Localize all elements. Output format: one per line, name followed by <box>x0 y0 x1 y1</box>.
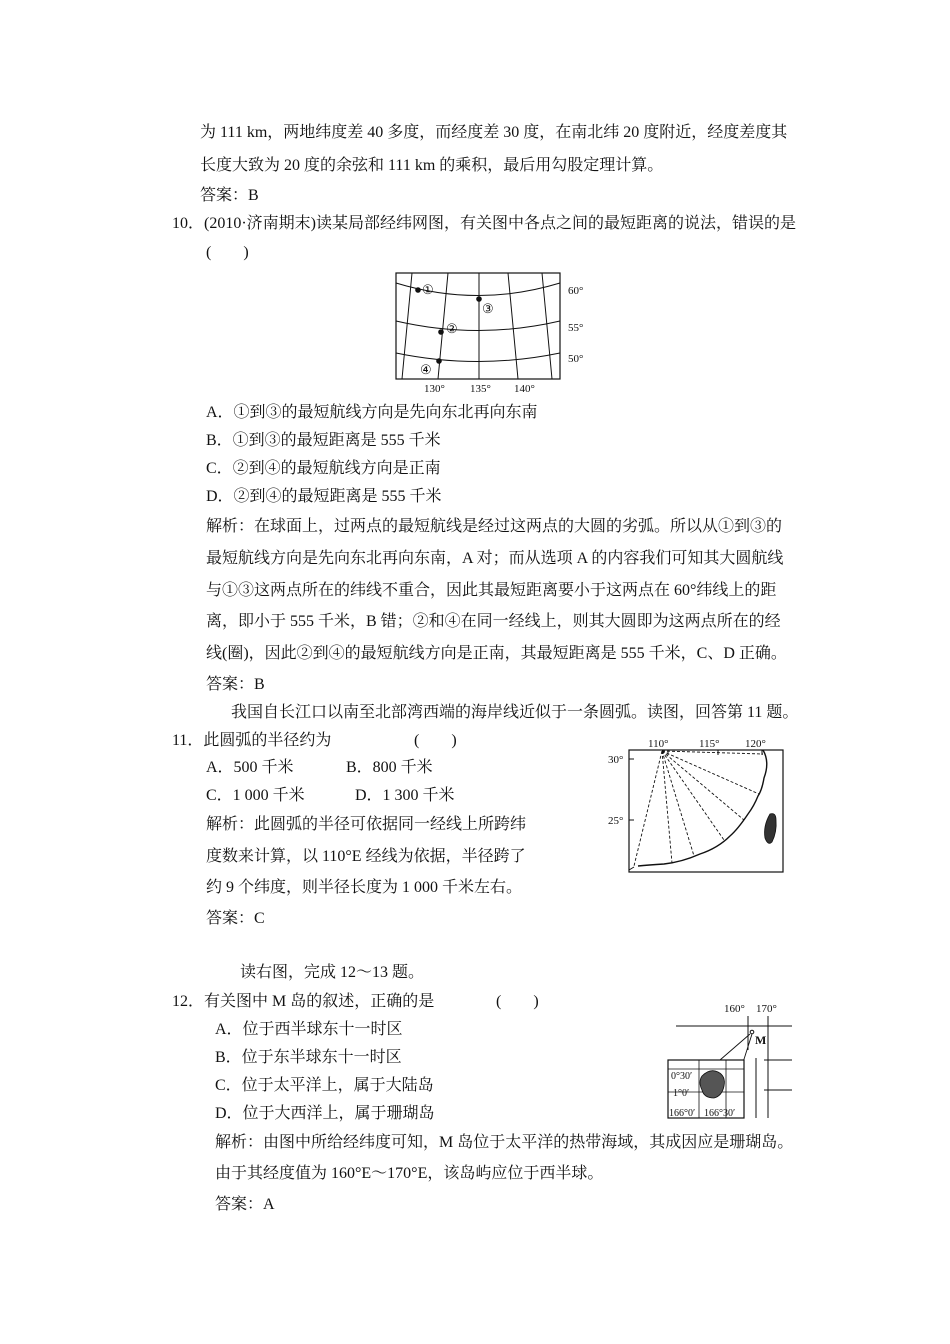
point-3-label: ③ <box>482 301 494 316</box>
option-d: D．位于大西洋上，属于珊瑚岛 <box>215 1105 435 1122</box>
answer: 答案：A <box>215 1196 275 1213</box>
lat-label: 30° <box>608 754 624 766</box>
analysis-line: 解析：在球面上，过两点的最短航线是经过这两点的大圆的劣弧。所以从①到③的 <box>206 518 783 535</box>
lat-label: 25° <box>608 815 624 827</box>
point-1 <box>415 287 421 293</box>
question-stem: 10．(2010·济南期末)读某局部经纬网图，有关图中各点之间的最短距离的说法，错误的是 <box>172 215 796 232</box>
option-c: C．位于太平洋上，属于大陆岛 <box>215 1077 434 1094</box>
island-figure <box>664 998 798 1126</box>
analysis-line: 解析：由图中所给经纬度可知，M 岛位于太平洋的热带海域，其成因应是珊瑚岛。 <box>215 1134 794 1151</box>
answer: 答案：B <box>200 187 259 204</box>
analysis-line: 解析：此圆弧的半径可依据同一经线上所跨纬 <box>206 816 527 833</box>
text-line: 长度大致为 20 度的余弦和 111 km 的乘积，最后用勾股定理计算。 <box>200 157 664 174</box>
island-marker-label: M <box>755 1033 767 1047</box>
lon-label: 115° <box>699 738 720 750</box>
option-d: D．1 300 千米 <box>355 787 455 804</box>
analysis-line: 由于其经度值为 160°E～170°E，该岛屿应位于西半球。 <box>215 1165 604 1182</box>
option-b: B．800 千米 <box>346 759 433 776</box>
answer-paren: ( ) <box>206 244 249 261</box>
option-a: A．①到③的最短航线方向是先向东北再向东南 <box>206 404 538 421</box>
inset-lon-label: 166°0′ <box>669 1108 696 1119</box>
lat-label: 60° <box>568 285 584 297</box>
analysis-line: 离，即小于 555 千米，B 错；②和④在同一经线上，则其大圆即为这两点所在的经 <box>206 613 781 630</box>
lat-label: 50° <box>568 353 584 365</box>
answer-paren: ( ) <box>414 732 457 749</box>
lon-label: 140° <box>514 383 535 395</box>
point-3 <box>476 296 482 302</box>
text-line: 为 111 km，两地纬度差 40 多度，而经度差 30 度，在南北纬 20 度附近，经度差度其 <box>200 124 788 141</box>
point-1-label: ① <box>422 282 434 297</box>
point-2-label: ② <box>446 321 458 336</box>
option-b: B．位于东半球东十一时区 <box>215 1049 402 1066</box>
analysis-line: 度数来计算，以 110°E 经线为依据，半径跨了 <box>206 848 526 865</box>
lon-label: 135° <box>470 383 491 395</box>
question-stem: 12．有关图中 M 岛的叙述，正确的是 <box>172 993 435 1010</box>
inset-lat-label: 1°0′ <box>673 1088 690 1099</box>
analysis-line: 线(圈)，因此②到④的最短航线方向是正南，其最短距离是 555 千米，C、D 正确。 <box>206 645 787 662</box>
option-a: A．500 千米 <box>206 759 294 776</box>
inset-lon-label: 166°30′ <box>704 1108 736 1119</box>
question-stem: 11．此圆弧的半径约为 <box>172 732 332 749</box>
lon-label: 120° <box>745 738 766 750</box>
option-c: C．1 000 千米 <box>206 787 305 804</box>
point-4-label: ④ <box>420 362 432 377</box>
point-2 <box>438 329 444 335</box>
answer: 答案：B <box>206 676 265 693</box>
option-c: C．②到④的最短航线方向是正南 <box>206 460 441 477</box>
coastline-figure <box>604 734 790 876</box>
lat-label: 55° <box>568 322 584 334</box>
lon-label: 170° <box>756 1003 777 1015</box>
answer: 答案：C <box>206 910 265 927</box>
point-4 <box>436 358 442 364</box>
option-a: A．位于西半球东十一时区 <box>215 1021 403 1038</box>
option-b: B．①到③的最短距离是 555 千米 <box>206 432 441 449</box>
answer-paren: ( ) <box>496 993 539 1010</box>
analysis-line: 最短航线方向是先向东北再向东南，A 对；而从选项 A 的内容我们可知其大圆航线 <box>206 550 784 567</box>
analysis-line: 与①③这两点所在的纬线不重合，因此其最短距离要小于这两点在 60°纬线上的距 <box>206 582 777 599</box>
lon-label: 130° <box>424 383 445 395</box>
graticule-figure <box>390 268 595 398</box>
lon-label: 160° <box>724 1003 745 1015</box>
analysis-line: 约 9 个纬度，则半径长度为 1 000 千米左右。 <box>206 879 523 896</box>
intro-text: 读右图，完成 12～13 题。 <box>240 964 425 981</box>
inset-lat-label: 0°30′ <box>671 1071 693 1082</box>
lon-label: 110° <box>648 738 669 750</box>
option-d: D．②到④的最短距离是 555 千米 <box>206 488 442 505</box>
intro-text: 我国自长江口以南至北部湾西端的海岸线近似于一条圆弧。读图，回答第 11 题。 <box>231 704 799 721</box>
